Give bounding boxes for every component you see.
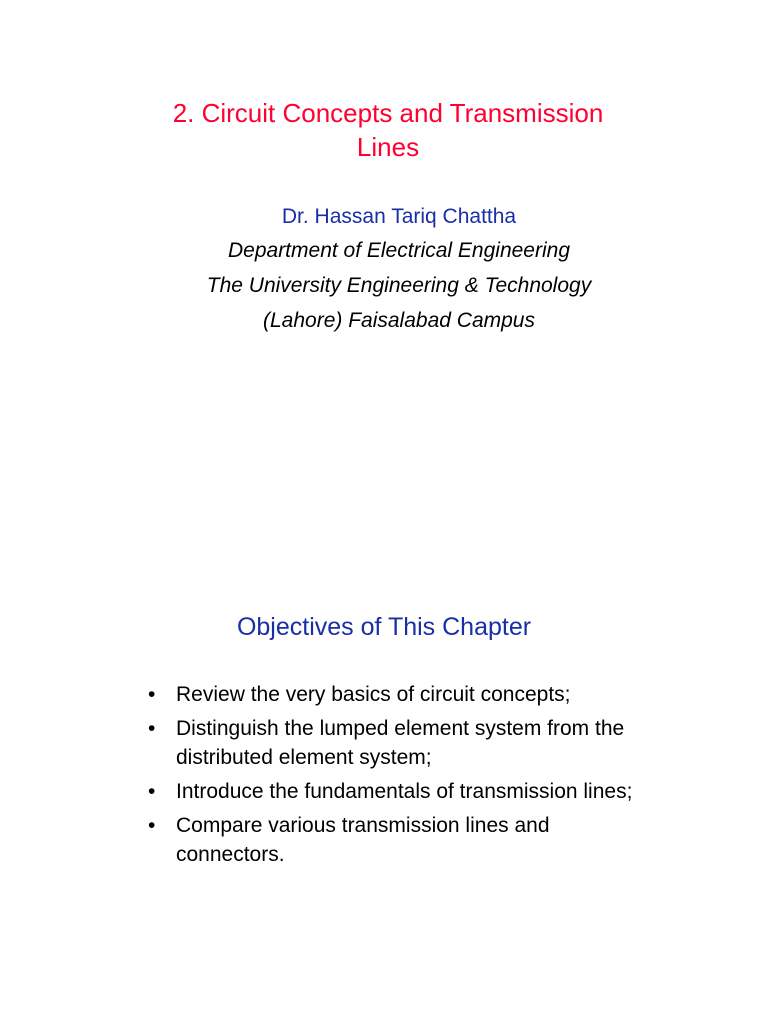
list-item-text: Compare various transmission lines and connectors. <box>176 814 550 866</box>
list-item <box>145 811 645 869</box>
list-item-text: Distinguish the lumped element system from the distributed element system; <box>176 717 625 769</box>
bullet-icon: • <box>148 683 156 706</box>
list-item <box>145 680 645 709</box>
affiliation-campus: (Lahore) Faisalabad Campus <box>263 309 535 332</box>
objectives-heading: Objectives of This Chapter <box>236 613 532 641</box>
list-item-text: Introduce the fundamentals of transmission lines; <box>176 780 633 803</box>
page-title <box>0 96 768 164</box>
list-item <box>145 777 645 806</box>
author-name: Dr. Hassan Tariq Chattha <box>281 205 517 228</box>
objectives-list <box>145 680 645 874</box>
affiliation-department: Department of Electrical Engineering <box>227 239 570 262</box>
page-title-line-2: Lines <box>356 132 420 162</box>
bullet-icon: • <box>148 717 156 740</box>
bullet-icon: • <box>148 814 156 837</box>
affiliation-university: The University Engineering & Technology <box>206 274 592 297</box>
list-item <box>145 714 645 772</box>
list-item-text: Review the very basics of circuit concepts; <box>176 683 571 706</box>
bullet-icon: • <box>148 780 156 803</box>
page-title-line-1: 2. Circuit Concepts and Transmission <box>172 98 604 128</box>
